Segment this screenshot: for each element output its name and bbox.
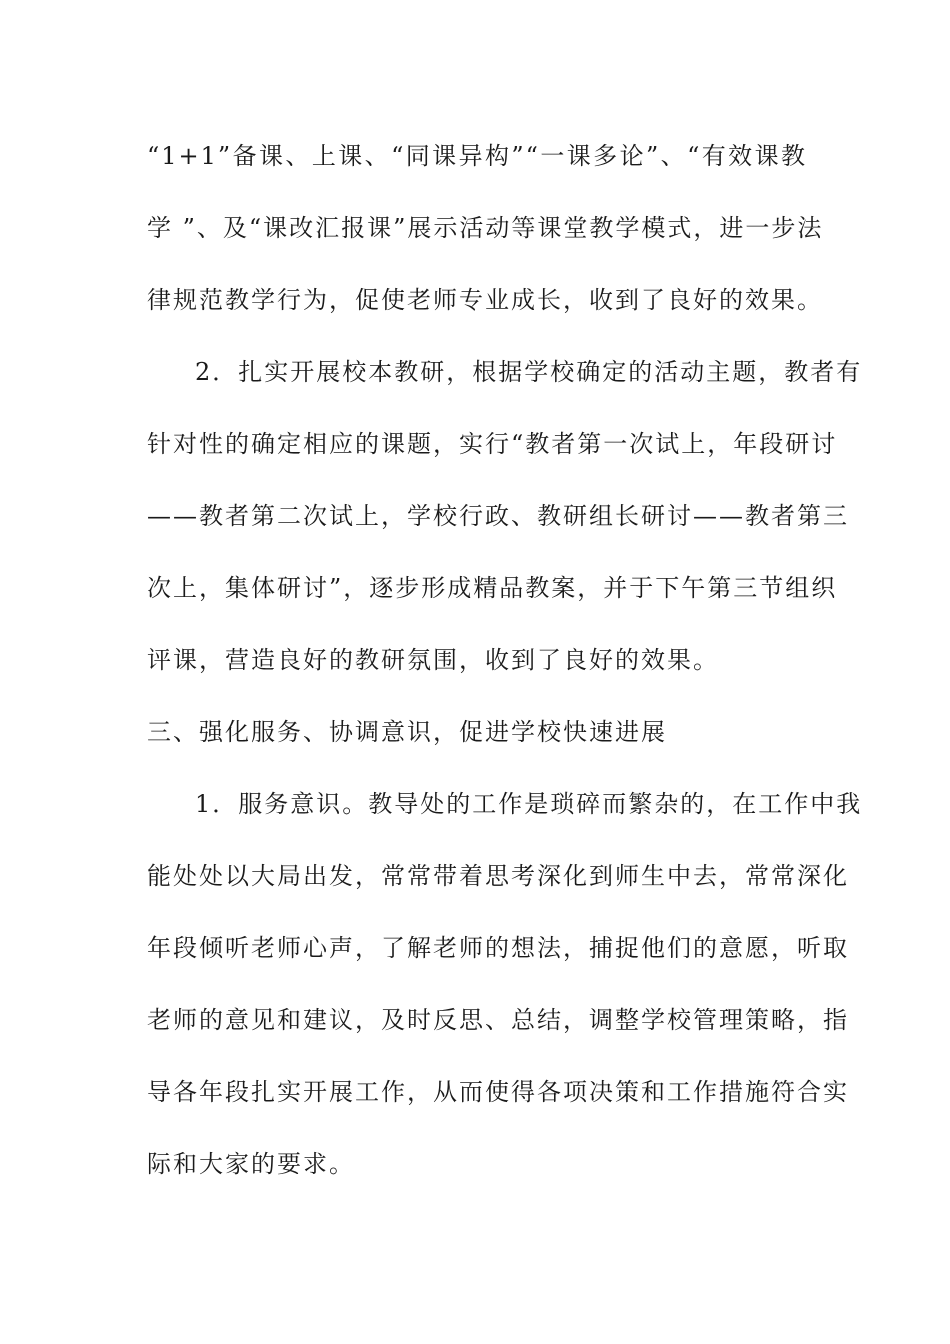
text-line: 老师的意见和建议，及时反思、总结，调整学校管理策略，指 <box>147 1006 849 1034</box>
text-line: 际和大家的要求。 <box>147 1150 355 1178</box>
text-line: 学 ”、及“课改汇报课”展示活动等课堂教学模式，进一步法 <box>147 214 824 242</box>
text-line: 次上，集体研讨”，逐步形成精品教案，并于下午第三节组织 <box>147 574 838 602</box>
text-line: 律规范教学行为，促使老师专业成长，收到了良好的效果。 <box>147 286 823 314</box>
text-line: “1+1”备课、上课、“同课异构”“一课多论”、“有效课教 <box>147 142 807 170</box>
text-line: 2．扎实开展校本教研，根据学校确定的活动主题，教者有 <box>195 358 863 386</box>
text-line: 1．服务意识。教导处的工作是琐碎而繁杂的，在工作中我 <box>195 790 863 818</box>
section-heading: 三、强化服务、协调意识，促进学校快速进展 <box>147 718 667 746</box>
text-line: 能处处以大局出发，常常带着思考深化到师生中去，常常深化 <box>147 862 849 890</box>
text-line: ——教者第二次试上，学校行政、教研组长研讨——教者第三 <box>147 502 849 530</box>
text-line: 导各年段扎实开展工作，从而使得各项决策和工作措施符合实 <box>147 1078 849 1106</box>
text-line: 年段倾听老师心声，了解老师的想法，捕捉他们的意愿，听取 <box>147 934 849 962</box>
text-line: 针对性的确定相应的课题，实行“教者第一次试上，年段研讨 <box>147 430 838 458</box>
text-line: 评课，营造良好的教研氛围，收到了良好的效果。 <box>147 646 719 674</box>
